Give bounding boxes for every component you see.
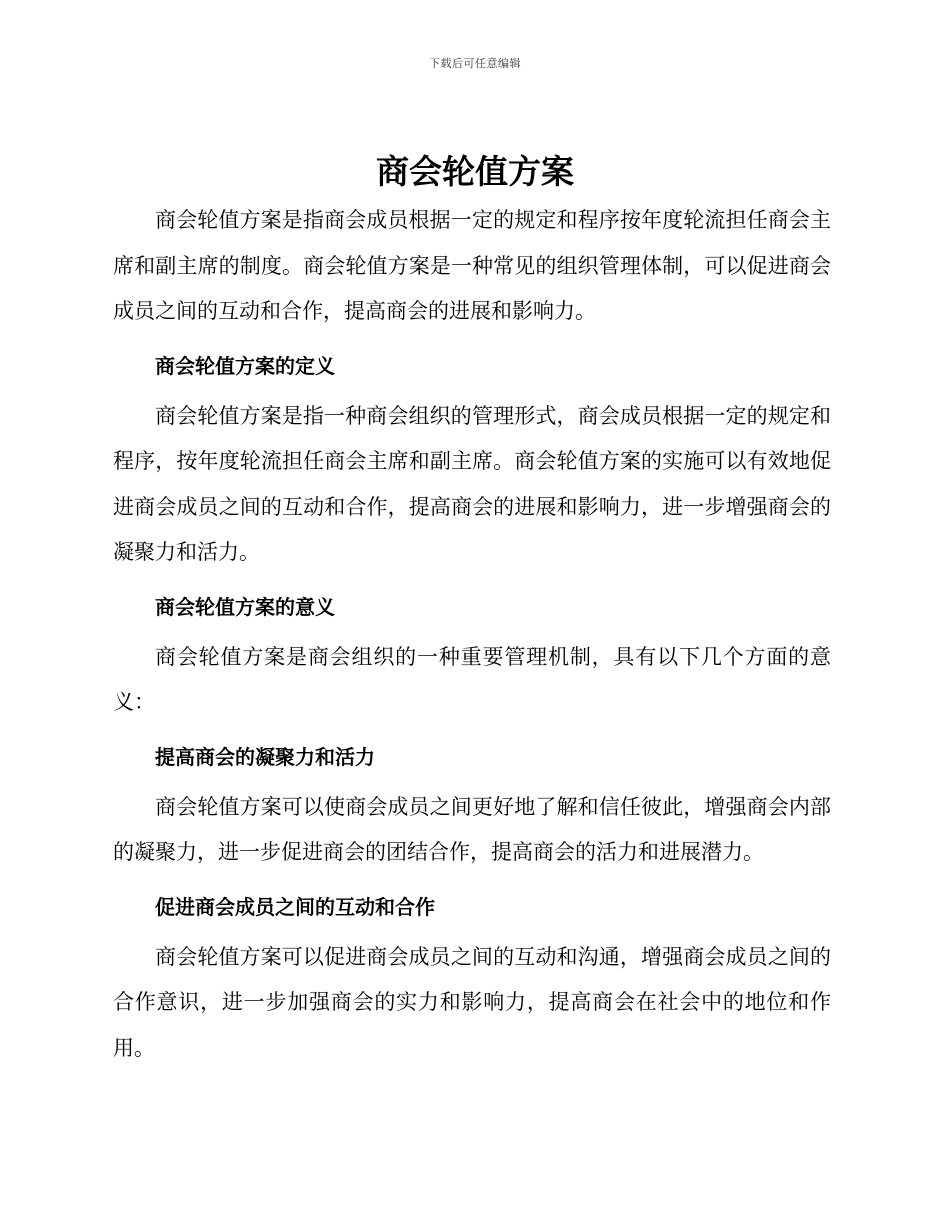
section-body-cohesion: 商会轮值方案可以使商会成员之间更好地了解和信任彼此，增强商会内部的凝聚力，进一步促进商会的团结合作，提高商会的活力和进展潜力。	[113, 794, 831, 864]
section-body-significance: 商会轮值方案是商会组织的一种重要管理机制，具有以下几个方面的意义：	[113, 644, 831, 714]
document-title: 商会轮值方案	[376, 152, 574, 191]
intro-paragraph: 商会轮值方案是指商会成员根据一定的规定和程序按年度轮流担任商会主席和副主席的制度。商会轮值方案是一种常见的组织管理体制，可以促进商会成员之间的互动和合作，提高商会的进展和影响力。	[113, 208, 831, 323]
section-body-cooperation: 商会轮值方案可以促进商会成员之间的互动和沟通，增强商会成员之间的合作意识，进一步加强商会的实力和影响力，提高商会在社会中的地位和作用。	[113, 944, 831, 1060]
page-header-note: 下载后可任意编辑	[429, 57, 521, 70]
section-heading-significance: 商会轮值方案的意义	[155, 594, 335, 619]
section-heading-cooperation: 促进商会成员之间的互动和合作	[155, 894, 435, 919]
section-heading-definition: 商会轮值方案的定义	[155, 353, 335, 378]
document-body	[113, 198, 831, 1071]
section-heading-cohesion: 提高商会的凝聚力和活力	[155, 744, 375, 769]
section-body-definition: 商会轮值方案是指一种商会组织的管理形式，商会成员根据一定的规定和程序，按年度轮流担任商会主席和副主席。商会轮值方案的实施可以有效地促进商会成员之间的互动和合作，提高商会的进展和影响力，进一步增强商会的凝聚力和活力。	[113, 403, 831, 564]
